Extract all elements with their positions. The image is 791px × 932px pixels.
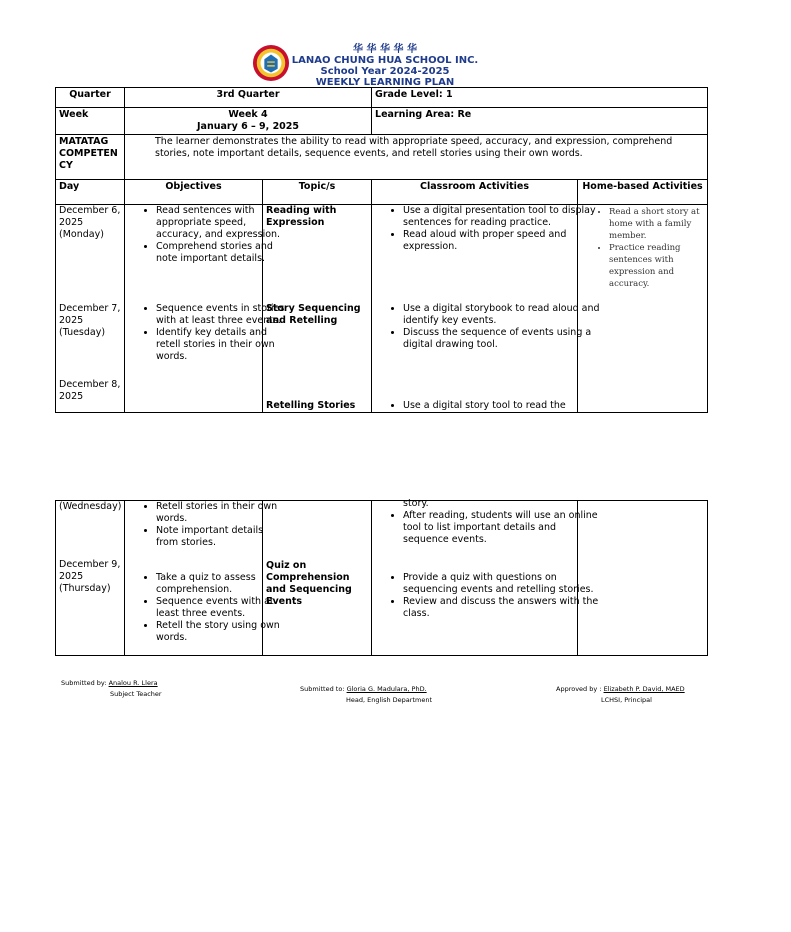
col-home: Home-based Activities [578,180,708,205]
submitted-to-role: Head, English Department [346,696,432,704]
list-item: • Read aloud with proper speed and expression. [403,229,603,253]
col-objectives: Objectives [125,180,263,205]
list-item: • Sequence events in stories with at least three events. [156,303,288,327]
week-value [125,108,372,135]
list-item: • Take a quiz to assess comprehension. [156,572,288,596]
classroom-wednesday-more [375,510,603,546]
day-tuesday: December 7, 2025 (Tuesday) [59,303,121,338]
classroom-wednesday-cont: story. [403,498,429,509]
list-item: • Provide a quiz with questions on sequencing events and retelling stories. [403,572,603,596]
quarter-row [56,88,708,108]
submitted-by-label: Submitted by: [61,679,107,687]
submitted-to-label: Submitted to: [300,685,345,693]
school-name: LANAO CHUNG HUA SCHOOL INC. [291,55,479,66]
list-item: • Comprehend stories and note important details. [156,241,288,265]
classroom-thursday [375,572,603,620]
learning-area: Learning Area: Re [372,108,708,135]
list-item: • Use a digital storybook to read aloud and identify key events. [403,303,603,327]
school-heading [290,44,480,88]
day-wednesday-cont: (Wednesday) [59,501,122,512]
topics-cell-page1 [263,205,372,413]
list-item: • Read sentences with appropriate speed, accuracy, and expression. [156,205,288,241]
quarter-value: 3rd Quarter [125,88,372,108]
list-item: • Review and discuss the answers with the class. [403,596,603,620]
submitted-to-name: Gloria G. Madulara, PhD. [346,685,427,693]
list-item: • Identify key details and retell stories in their own words. [156,327,288,363]
day-monday: December 6, 2025 (Monday) [59,205,121,240]
topic-tuesday: Story Sequencing and Retelling [266,303,361,326]
plan-title: WEEKLY LEARNING PLAN [315,77,455,88]
day-cell-page2 [56,501,125,656]
list-item: • Discuss the sequence of events using a digital drawing tool. [403,327,603,351]
topic-thursday: Quiz on Comprehension and Sequencing Events [266,560,352,607]
competency-row [56,135,708,180]
document-header [0,44,768,88]
list-item: • Retell stories in their own words. [156,501,288,525]
week-number: Week 4 [228,109,268,120]
list-item: • Retell the story using own words. [156,620,288,644]
column-header-row [56,180,708,205]
list-item: • Sequence events with at least three events. [156,596,288,620]
quarter-label: Quarter [56,88,125,108]
col-day: Day [56,180,125,205]
submitted-by-block [61,678,241,700]
day-wednesday: December 8, 2025 [59,379,121,402]
classroom-cell-page2 [372,498,599,656]
competency-text: The learner demonstrates the ability to read with appropriate speed, accuracy, and expression, comprehend stories, note important details, sequence events, and retell stories using their own words. [125,135,708,180]
list-item: • Note important details from stories. [156,525,288,549]
approved-by-name: Elizabeth P. David, MAED [603,685,685,693]
approved-by-block [556,684,746,706]
approved-by-label: Approved by : [556,685,602,693]
school-seal-icon [252,44,290,82]
list-item: • Read a short story at home with a family member. [609,206,704,242]
week-row [56,108,708,135]
col-classroom: Classroom Activities [372,180,578,205]
list-item: • Practice reading sentences with expression and accuracy. [609,242,704,290]
list-item: • Use a digital story tool to read the [403,400,603,412]
day-rows-page2 [56,501,708,656]
grade-level: Grade Level: 1 [372,88,708,108]
classroom-monday [375,205,603,253]
objectives-cell-page2 [125,501,280,656]
topic-wednesday: Retelling Stories [266,400,356,411]
day-cell-page1 [56,205,125,413]
submitted-to-block [300,684,480,706]
plan-table-page2 [55,500,708,656]
school-year: School Year 2024-2025 [320,66,450,77]
topics-cell-page2 [263,501,372,656]
school-chinese-name: 华 华 华 华 华 [353,44,417,55]
objectives-cell-page1 [125,205,285,413]
col-topics: Topic/s [263,180,372,205]
week-label: Week [56,108,125,135]
competency-label: MATATAG COMPETEN CY [56,135,125,180]
submitted-by-name: Analou R. Llera [108,679,158,687]
plan-table-page1 [55,87,708,413]
approved-by-role: LCHSI, Principal [601,696,652,704]
week-dates: January 6 – 9, 2025 [197,121,300,132]
classroom-cell-page1 [372,205,600,413]
submitted-by-role: Subject Teacher [110,690,162,698]
list-item: • After reading, students will use an online tool to list important details and sequence events. [403,510,603,546]
day-rows-page1 [56,205,708,413]
day-thursday: December 9, 2025 (Thursday) [59,559,121,594]
classroom-wednesday [375,400,603,412]
topic-monday: Reading with Expression [266,205,337,228]
list-item: • Use a digital presentation tool to display sentences for reading practice. [403,205,603,229]
classroom-tuesday [375,303,603,351]
